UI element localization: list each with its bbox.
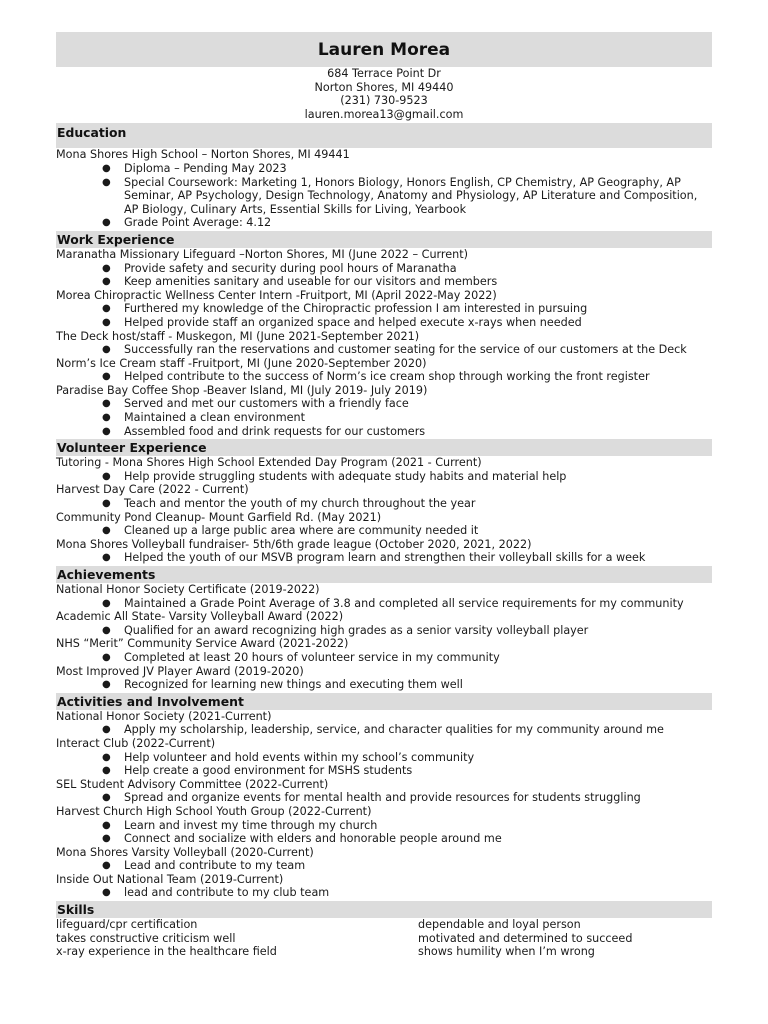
list-item: ● Served and met our customers with a friendly face (102, 397, 409, 411)
name-header (56, 32, 712, 67)
list-item: ● Completed at least 20 hours of volunteer service in my community (102, 650, 500, 664)
list-item: ● Help volunteer and hold events within my school’s community (102, 750, 475, 764)
entry-heading: Community Pond Cleanup- Mount Garfield Rd. (May 2021) (56, 510, 382, 524)
contact-block (56, 67, 712, 121)
skills-grid (56, 918, 712, 959)
section-heading-activities: Activities and Involvement (56, 693, 712, 710)
entry-heading: Tutoring - Mona Shores High School Extended Day Program (2021 - Current) (56, 456, 482, 470)
list-item: ● Teach and mentor the youth of my church throughout the year (102, 497, 476, 511)
section-heading-work: Work Experience (56, 231, 712, 248)
address-line-1: 684 Terrace Point Dr (327, 67, 441, 80)
list-item: ● Successfully ran the reservations and customer seating for the service of our customers at the Deck (102, 343, 687, 357)
skill-item: x-ray experience in the healthcare field (56, 945, 277, 959)
list-item: ● Keep amenities sanitary and useable for our visitors and members (102, 275, 498, 289)
list-item: ● Maintained a clean environment (102, 411, 305, 425)
section-heading-volunteer: Volunteer Experience (56, 439, 712, 456)
phone-number: (231) 730-9523 (340, 94, 428, 108)
list-item: ● Helped the youth of our MSVB program learn and strengthen their volleyball skills for a week (102, 551, 646, 565)
section-heading-achievements: Achievements (56, 566, 712, 583)
resume-page (56, 32, 712, 959)
list-item: ● Special Coursework: Marketing 1, Honors Biology, Honors English, CP Chemistry, AP Geography, AP Seminar, AP Psychology, Design Technology, Anatomy and Physiology, AP Literature and Composition, AP Biology, Culinary Arts, Essential Skills for Living, Yearbook (102, 175, 698, 216)
skill-item: takes constructive criticism well (56, 931, 236, 945)
skill-item: motivated and determined to succeed (418, 931, 633, 945)
entry-heading: Harvest Day Care (2022 - Current) (56, 483, 249, 497)
list-item: ● Assembled food and drink requests for our customers (102, 424, 426, 438)
list-item: ● Helped provide staff an organized space and helped execute x-rays when needed (102, 315, 582, 329)
entry-heading: Maranatha Missionary Lifeguard –Norton Shores, MI (June 2022 – Current) (56, 247, 469, 261)
list-item: ● lead and contribute to my club team (102, 886, 330, 900)
list-item: ● Maintained a Grade Point Average of 3.8 and completed all service requirements for my community (102, 596, 684, 610)
list-item: ● Qualified for an award recognizing high grades as a senior varsity volleyball player (102, 623, 589, 637)
entry-heading: National Honor Society Certificate (2019-2022) (56, 583, 320, 596)
skill-item: dependable and loyal person (418, 918, 581, 932)
list-item: ● Grade Point Average: 4.12 (102, 216, 272, 230)
entry-heading: NHS “Merit” Community Service Award (2021-2022) (56, 637, 349, 651)
list-item: ● Provide safety and security during pool hours of Maranatha (102, 261, 457, 275)
list-item: ● Helped contribute to the success of Norm’s ice cream shop through working the front register (102, 370, 650, 384)
section-heading-skills: Skills (56, 901, 712, 918)
address-line-2: Norton Shores, MI 49440 (314, 80, 454, 94)
list-item: ● Learn and invest my time through my church (102, 818, 378, 832)
applicant-name: Lauren Morea (317, 39, 451, 60)
entry-heading: Academic All State- Varsity Volleyball Award (2022) (56, 610, 344, 624)
entry-heading: Mona Shores Volleyball fundraiser- 5th/6th grade league (October 2020, 2021, 2022) (56, 537, 532, 551)
volunteer-entries (56, 456, 712, 565)
education-bullets (56, 162, 712, 230)
list-item: ● Help create a good environment for MSHS students (102, 764, 413, 778)
list-item: ● Apply my scholarship, leadership, service, and character qualities for my community around me (102, 723, 664, 737)
entry-heading: Inside Out National Team (2019-Current) (56, 872, 284, 886)
list-item: ● Help provide struggling students with adequate study habits and material help (102, 469, 567, 483)
list-item: ● Diploma – Pending May 2023 (102, 161, 287, 175)
entry-heading: Mona Shores Varsity Volleyball (2020-Current) (56, 845, 314, 859)
entry-heading: The Deck host/staff - Muskegon, MI (June 2021-September 2021) (56, 329, 420, 343)
entry-heading: Norm’s Ice Cream staff -Fruitport, MI (June 2020-September 2020) (56, 356, 427, 370)
entry-heading: National Honor Society (2021-Current) (56, 709, 272, 723)
list-item: ● Recognized for learning new things and executing them well (102, 678, 463, 692)
entry-heading: SEL Student Advisory Committee (2022-Current) (56, 777, 329, 791)
section-heading-education: Education (56, 123, 712, 148)
achievement-entries (56, 583, 712, 692)
entry-heading: Harvest Church High School Youth Group (2022-Current) (56, 804, 372, 818)
list-item: ● Spread and organize events for mental health and provide resources for students struggling (102, 791, 641, 805)
work-entries (56, 248, 712, 438)
email-address: lauren.morea13@gmail.com (304, 107, 464, 121)
school-name: Mona Shores High School – Norton Shores, MI 49441 (56, 148, 350, 162)
activity-entries (56, 710, 712, 900)
entry-heading: Morea Chiropractic Wellness Center Intern -Fruitport, MI (April 2022-May 2022) (56, 288, 497, 302)
list-item: ● Cleaned up a large public area where are community needed it (102, 524, 479, 538)
entry-heading: Paradise Bay Coffee Shop -Beaver Island, MI (July 2019- July 2019) (56, 383, 428, 397)
list-item: ● Connect and socialize with elders and honorable people around me (102, 832, 502, 846)
skill-item: lifeguard/cpr certification (56, 918, 198, 932)
skill-item: shows humility when I’m wrong (418, 945, 595, 959)
list-item: ● Furthered my knowledge of the Chiropractic profession I am interested in pursuing (102, 302, 588, 316)
list-item: ● Lead and contribute to my team (102, 859, 306, 873)
entry-heading: Interact Club (2022-Current) (56, 736, 216, 750)
entry-heading: Most Improved JV Player Award (2019-2020) (56, 664, 304, 678)
